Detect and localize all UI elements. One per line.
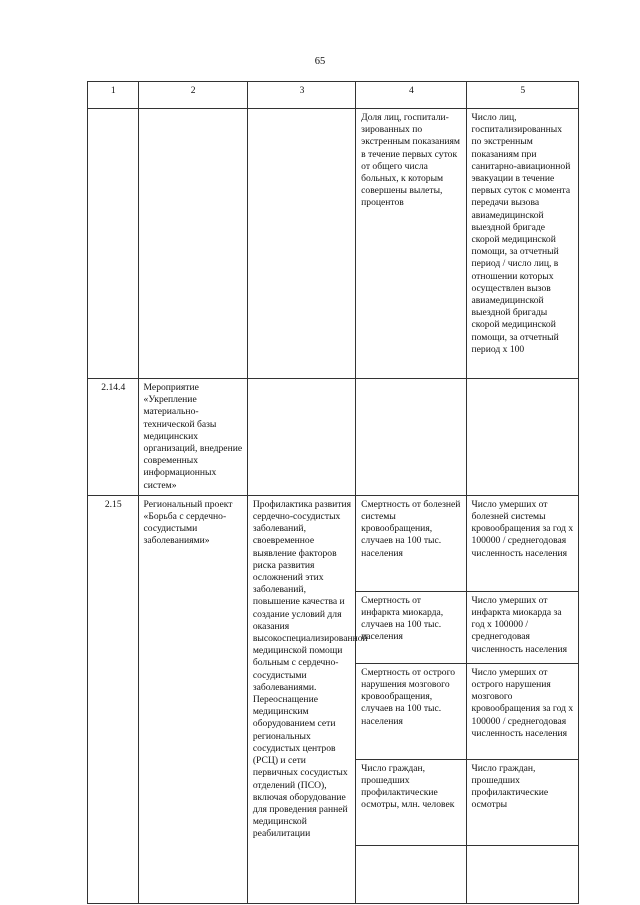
project-name: Региональный проект «Борьба с сердечно-сосудистыми заболеваниями»	[138, 495, 247, 903]
cell-empty	[356, 379, 466, 496]
indicator-formula: Число умерших от болезней системы кровообращения за год х 100000 / среднегодовая численность населения	[466, 495, 578, 591]
table-row-2-14-4	[88, 379, 579, 496]
project-description: Профилактика развития сердечно-сосудистых заболеваний, своевременное выявление факторов риска развития осложнений этих заболеваний, повышение качества и создание условий для оказания высокоспециализированной медицинской помощи больным с сердечно-сосудистыми заболеваниями. Переоснащение медицинским оборудованием сети региональных сосудистых центров (РСЦ) и сети первичных сосудистых отделений (ПСО), включая оборудование для проведения ранней медицинской реабилитации	[247, 495, 355, 903]
indicator-formula: Число лиц, госпитализированных по экстренным показаниям при санитарно-авиационной эвакуации в течение первых суток с момента передачи вызова авиамедицинской выездной бригаде скорой медицинской помощи, за отчетный период / число лиц, в отношении которых осуществлен вызов авиамедицинской выездной бригады скорой медицинской помощи, за отчетный период х 100	[466, 109, 578, 379]
indicator-formula: Число умерших от инфаркта миокарда за год х 100000 / среднегодовая численность населения	[466, 591, 578, 663]
column-header: 5	[466, 82, 578, 109]
column-header: 4	[356, 82, 466, 109]
column-header: 3	[247, 82, 355, 109]
indicators-table	[87, 81, 579, 904]
page-number: 65	[314, 56, 326, 67]
cell-empty	[247, 379, 355, 496]
indicator-name: Смертность от инфаркта миокарда, случаев на 100 тыс. населения	[356, 591, 466, 663]
table-header-row	[88, 82, 579, 109]
indicator-formula: Число умерших от острого нарушения мозгового кровообращения за год х 100000 / среднегодовая численность населения	[466, 663, 578, 759]
row-number: 2.15	[88, 495, 139, 903]
cell-empty	[88, 109, 139, 379]
cell-empty	[466, 379, 578, 496]
indicator-name: Число граждан, прошедших профилактические осмотры, млн. человек	[356, 759, 466, 845]
cell-empty	[138, 109, 247, 379]
table-row-continued	[88, 109, 579, 379]
row-number: 2.14.4	[88, 379, 139, 496]
indicator-formula: Число граждан, прошедших профилактические осмотры	[466, 759, 578, 845]
indicator-name: Смертность от болезней системы кровообращения, случаев на 100 тыс. населения	[356, 495, 466, 591]
indicator-name	[356, 845, 466, 903]
column-header: 1	[88, 82, 139, 109]
cell-empty	[247, 109, 355, 379]
indicator-name: Доля лиц, госпитали-зированных по экстренным показаниям в течение первых суток от общего числа больных, к которым совершены вылеты, процентов	[356, 109, 466, 379]
indicator-formula	[466, 845, 578, 903]
table-row-2-15	[88, 495, 579, 591]
indicator-name: Смертность от острого нарушения мозгового кровообращения, случаев на 100 тыс. населения	[356, 663, 466, 759]
column-header: 2	[138, 82, 247, 109]
activity-name: Мероприятие «Укрепление материально-технической базы медицинских организаций, внедрение современных информационных систем»	[138, 379, 247, 496]
